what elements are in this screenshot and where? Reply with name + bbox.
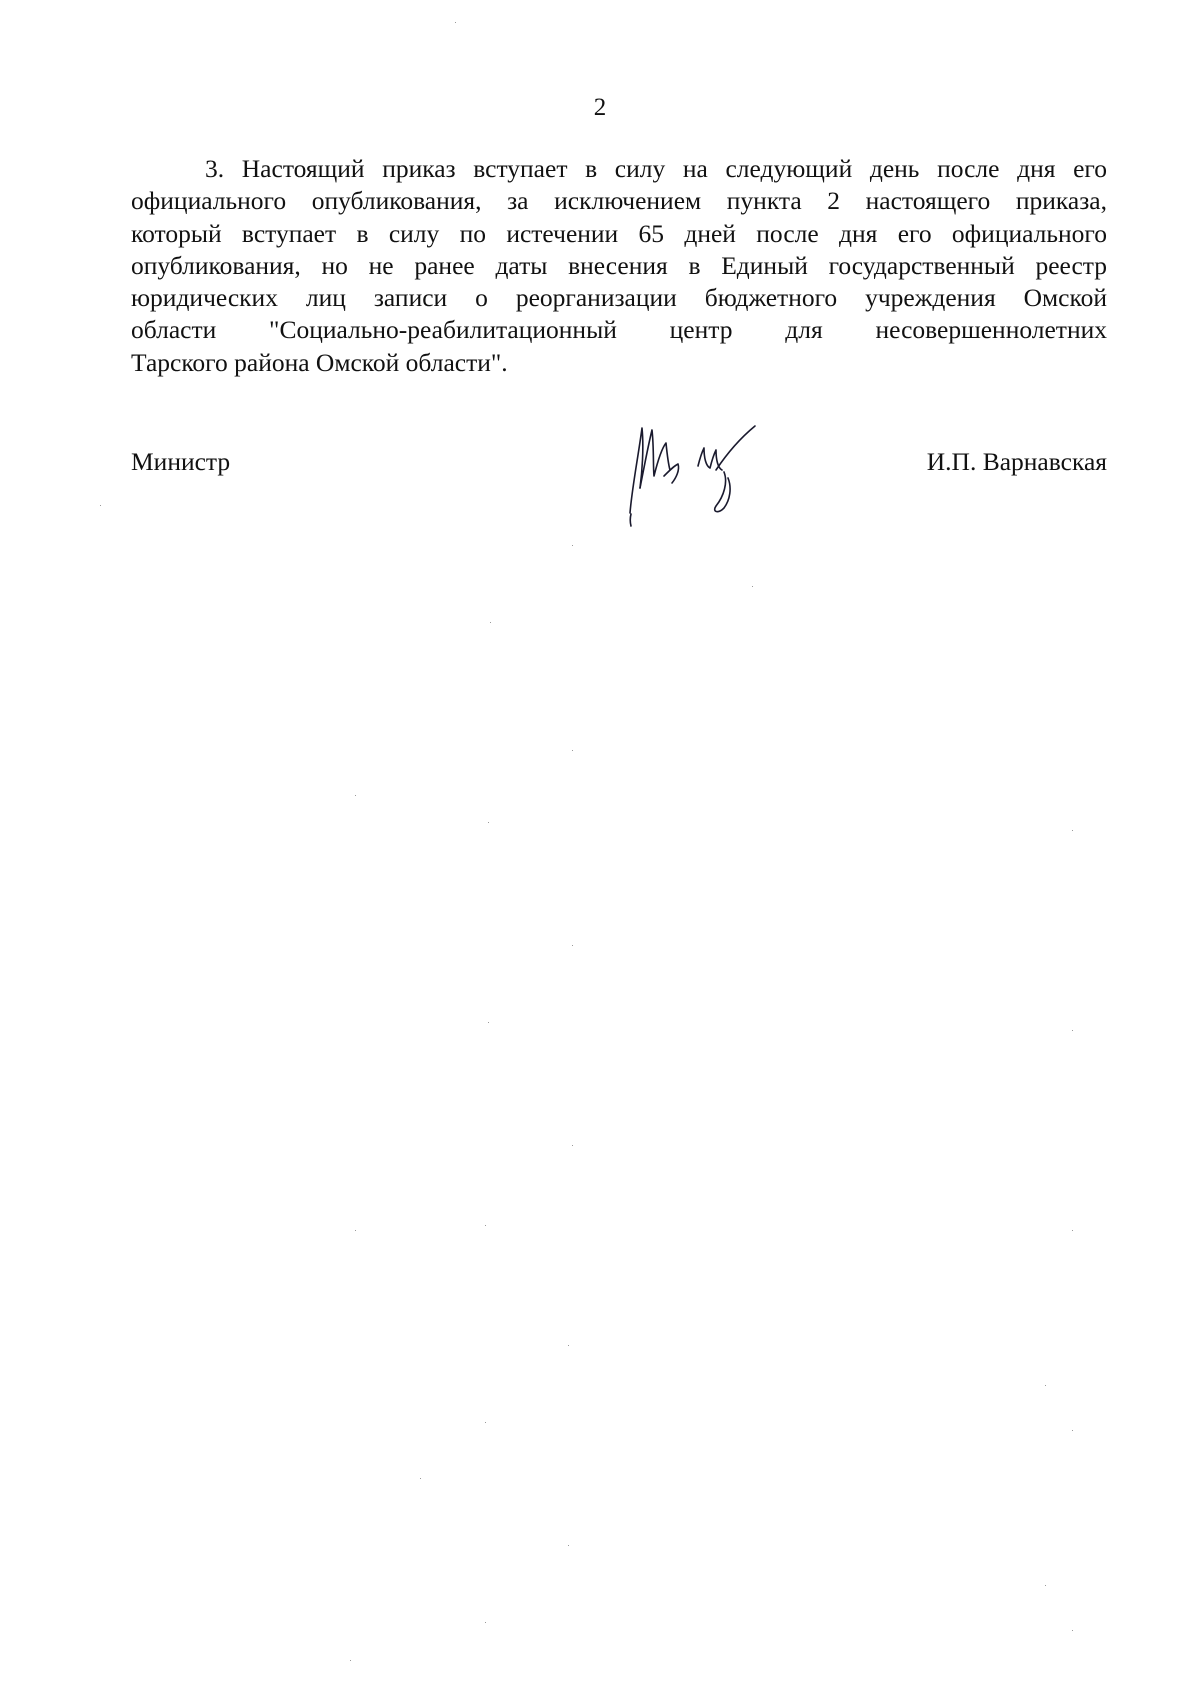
scan-speck [350,1660,351,1661]
paragraph-line: который вступает в силу по истечении 65 дней после дня его официального [131,218,1107,248]
scan-speck [572,1145,573,1146]
scan-speck [568,1345,569,1346]
scan-speck [1072,1430,1073,1431]
scan-speck [485,1225,486,1226]
scan-speck [488,822,489,823]
scan-speck [1045,1385,1046,1386]
scan-speck [1045,1585,1046,1586]
scan-speck [420,1478,421,1479]
page-number: 2 [593,94,607,121]
scan-speck [752,586,753,587]
scan-speck [355,795,356,796]
scan-speck [490,622,491,623]
scan-speck [572,945,573,946]
scan-speck [1072,1230,1073,1231]
scan-speck [1072,1030,1073,1031]
paragraph-line: 3. Настоящий приказ вступает в силу на следующий день после дня его [205,154,1107,183]
paragraph-line: официального опубликования, за исключением пункта 2 настоящего приказа, [131,186,1107,216]
paragraph-line: опубликования, но не ранее даты внесения в Единый государственный реестр [131,250,1107,280]
scan-speck [455,22,456,23]
paragraph-line: области "Социально-реабилитационный центр для несовершеннолетних [131,315,1107,345]
position-title: Министр [131,447,231,476]
scan-speck [485,1422,486,1423]
signer-name: И.П. Варнавская [926,447,1107,476]
scan-speck [355,1230,356,1231]
scan-speck [488,1022,489,1023]
scan-speck [1072,1630,1073,1631]
scan-speck [572,750,573,751]
handwritten-signature [620,418,780,528]
signature-block [131,440,1107,480]
scan-speck [100,505,101,506]
scan-speck [485,1622,486,1623]
scan-speck [572,545,573,546]
order-paragraph-3 [131,153,1107,379]
paragraph-line: Тарского района Омской области". [131,347,508,377]
scan-speck [568,1545,569,1546]
scan-speck [1072,830,1073,831]
paragraph-line: юридических лиц записи о реорганизации бюджетного учреждения Омской [131,283,1107,313]
